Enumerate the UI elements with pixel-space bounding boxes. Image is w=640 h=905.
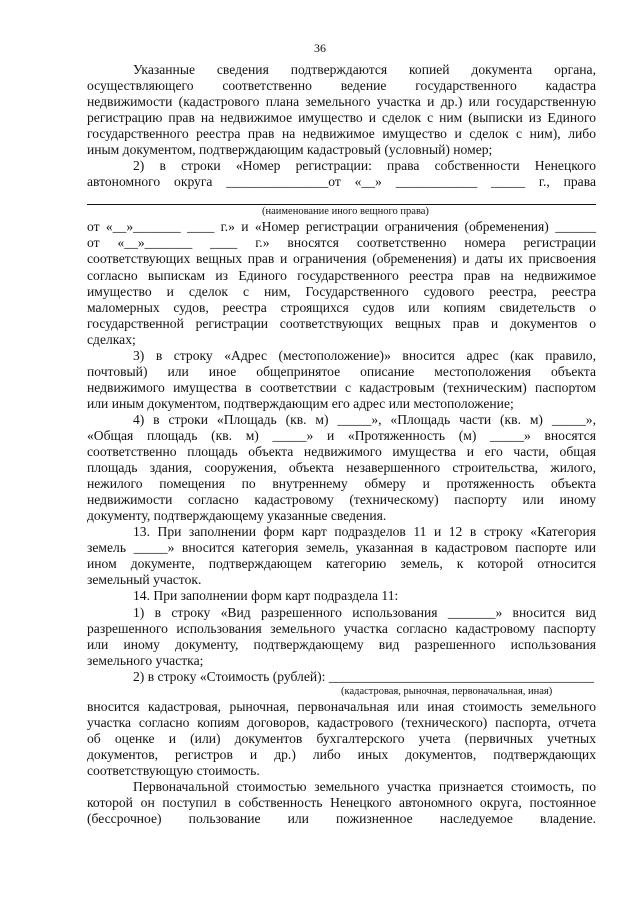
text-line: нежилого помещения по внутреннему обмеру и протяженность объекта bbox=[87, 476, 596, 492]
text-line: документу, подтверждающему указанные сведения. bbox=[87, 508, 387, 524]
text-line: земельный участок. bbox=[87, 572, 202, 588]
text-line: 3) в строку «Адрес (местоположение)» вносится адрес (как правило, bbox=[133, 347, 596, 363]
text-line: регистрацию прав на недвижимое имущество и сделок с ним (выписки из Единого bbox=[87, 110, 596, 126]
text-line: Первоначальной стоимостью земельного участка признается стоимость, по bbox=[133, 778, 596, 794]
text-line: от «__»_______ ____ г.» и «Номер регистрации ограничения (обременения) ______ bbox=[87, 219, 596, 235]
text-line: соответствующую стоимость. bbox=[87, 762, 260, 778]
text-line: 2) в строку «Стоимость (рублей): _______________________________________ bbox=[133, 668, 594, 684]
section-b bbox=[87, 219, 596, 684]
text-line: государственного реестра прав на недвижимое имущество и сделок с ним), либо bbox=[87, 126, 596, 142]
text-line: соответствующих вещных прав и ограничения (обременения) и даты их присвоения bbox=[87, 251, 596, 267]
text-line: земельного участка; bbox=[87, 652, 204, 668]
text-line: недвижимого имущества в соответствии с кадастровым (техническим) паспортом bbox=[87, 379, 596, 395]
document-body bbox=[87, 62, 596, 827]
text-line: 13. При заполнении форм карт подразделов 11 и 12 в строку «Категория bbox=[133, 524, 596, 540]
text-line: от «__»_______ ____ г.» вносятся соответственно номера регистрации bbox=[87, 235, 596, 251]
caption-cost-type: (кадастровая, рыночная, первоначальная, иная) bbox=[341, 685, 553, 697]
text-line: 2) в строки «Номер регистрации: права собственности Ненецкого bbox=[133, 158, 596, 174]
text-line: (бессрочное) пользование или пожизненное наследуемое владение. bbox=[87, 811, 596, 827]
text-line: 4) в строки «Площадь (кв. м) _____», «Площадь части (кв. м) _____», bbox=[133, 411, 596, 427]
text-line: Указанные сведения подтверждаются копией документа органа, bbox=[133, 62, 596, 77]
text-line: сделках; bbox=[87, 331, 136, 347]
text-line: почтовый) или иное общепринятое описание местоположения объекта bbox=[87, 363, 596, 379]
text-line: иным документом, подтверждающим кадастровый (условный) номер; bbox=[87, 142, 493, 158]
text-line: имущество и сделок с ним, Государственного судового реестра, реестра bbox=[87, 283, 596, 299]
text-line: которой он поступил в собственность Ненецкого автономного округа, постоянное bbox=[87, 795, 596, 811]
text-line: площадь здания, сооружения, объекта незавершенного строительства, жилого, bbox=[87, 460, 596, 476]
text-line: государственной регистрации соответствующих вещных прав и документов о bbox=[87, 315, 596, 331]
caption-right-name: (наименование иного вещного права) bbox=[262, 206, 429, 218]
text-line: участка согласно копиям договоров, кадастрового (технического) паспорта, отчета bbox=[87, 714, 596, 730]
text-line: автономного округа _______________от «__» ____________ _____ г., права bbox=[87, 174, 596, 190]
text-line: маломерных судов, реестра строящихся судов или копиям свидетельств о bbox=[87, 299, 596, 315]
text-line: осуществляющего соответственно ведение государственного кадастра bbox=[87, 78, 596, 94]
text-line: или иным документом, подтверждающим его адрес или местоположение; bbox=[87, 395, 514, 411]
text-line: недвижимости (кадастрового плана земельного участка и др.) или государственную bbox=[87, 94, 596, 110]
text-line: вносится кадастровая, рыночная, первоначальная или иная стоимость земельного bbox=[87, 698, 596, 714]
text-line: 1) в строку «Вид разрешенного использования _______» вносится вид bbox=[133, 604, 596, 620]
text-line: разрешенного использования земельного участка согласно кадастровому паспорту bbox=[87, 620, 596, 636]
text-line: недвижимости согласно кадастровому (техническому) паспорту или иному bbox=[87, 492, 596, 508]
text-line: или иному документу, подтверждающему вид разрешенного использования bbox=[87, 636, 596, 652]
section-a bbox=[87, 62, 596, 190]
section-c bbox=[87, 699, 596, 827]
text-line: 14. При заполнении форм карт подраздела 11: bbox=[133, 588, 399, 604]
blank-line-right-name bbox=[87, 190, 596, 205]
text-line: «Общая площадь (кв. м) _____» и «Протяженность (м) _____» вносятся bbox=[87, 427, 596, 443]
text-line: согласно выпискам из Единого государственного реестра прав на недвижимое bbox=[87, 267, 596, 283]
text-line: соответственно площадь объекта недвижимого имущества и его части, общая bbox=[87, 444, 596, 460]
text-line: об оценке и (или) документов бухгалтерского учета (первичных учетных bbox=[87, 730, 596, 746]
text-line: документов, регистров и др.) либо иных документов, подтверждающих bbox=[87, 746, 596, 762]
page-number: 36 bbox=[314, 41, 326, 55]
text-line: земель _____» вносится категория земель, указанная в кадастровом паспорте или bbox=[87, 540, 596, 556]
text-line: ином документе, подтверждающем категорию земель, к которой относится bbox=[87, 556, 596, 572]
